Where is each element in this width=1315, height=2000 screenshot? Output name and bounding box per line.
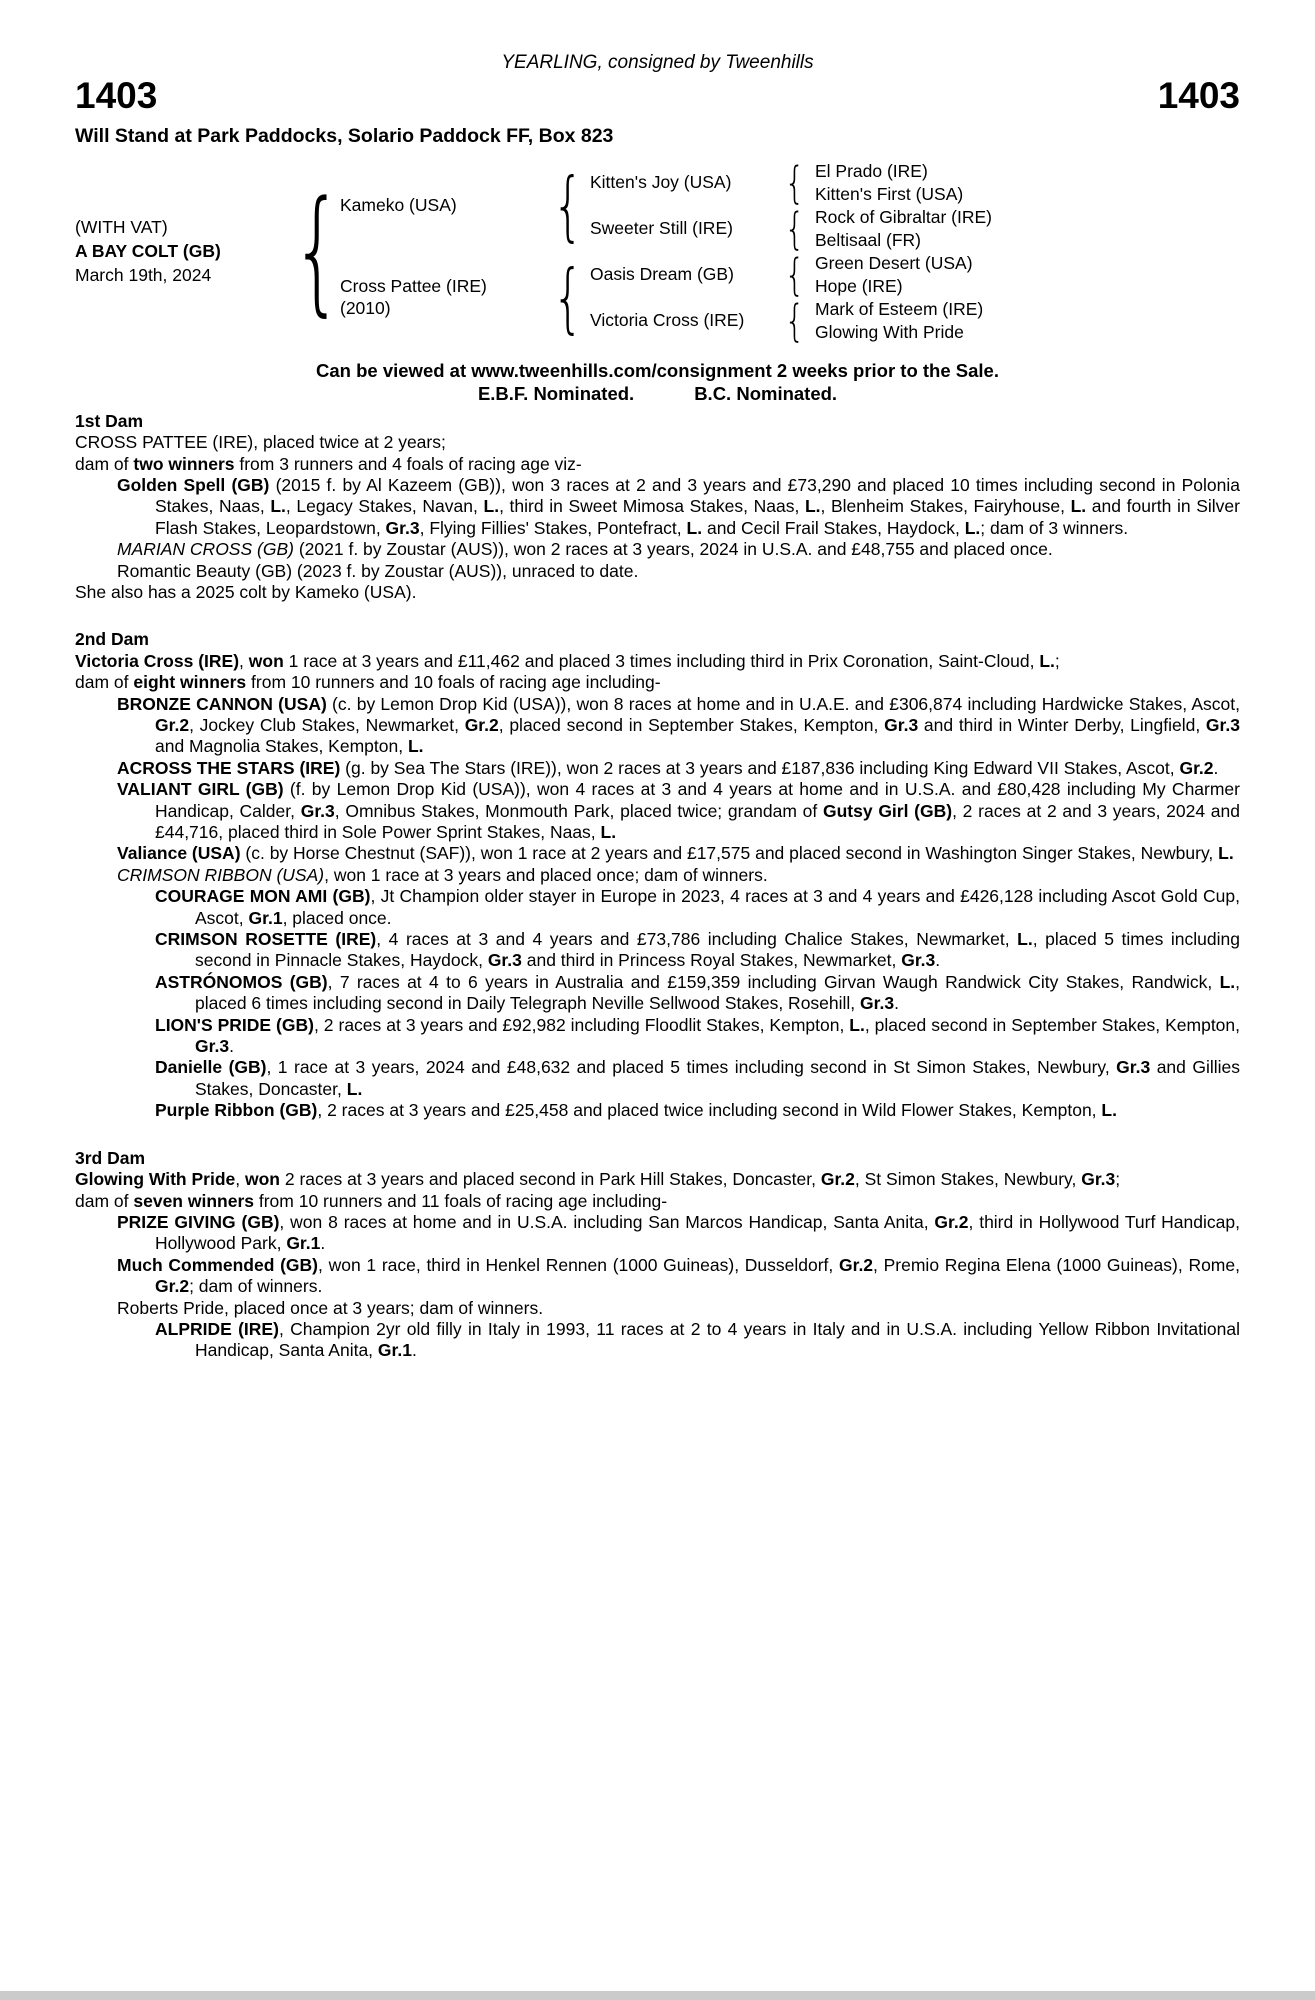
pedigree-paragraph [75, 758, 1240, 779]
text-run: . [229, 1036, 234, 1057]
text-run: ACROSS THE STARS (IRE) [117, 757, 341, 778]
text-run: ; dam of winners. [189, 1276, 323, 1297]
text-run: Gr.2 [838, 1254, 874, 1275]
text-run: L. [1219, 971, 1236, 992]
text-run: from 10 runners and 11 foals of racing age including- [254, 1190, 668, 1211]
text-run: She also has a 2025 colt by Kameko (USA). [75, 581, 417, 602]
text-run: , Premio Regina Elena (1000 Guineas), Rome, [873, 1254, 1240, 1275]
pedigree-paragraph [75, 1057, 1240, 1100]
text-run: and third in Princess Royal Stakes, Newmarket, [521, 950, 902, 971]
text-run: Much Commended (GB) [117, 1254, 318, 1275]
subject-block [75, 160, 295, 344]
gen3-name: Beltisaal (FR) [815, 229, 921, 250]
text-run: Gutsy Girl (GB) [823, 800, 953, 821]
granddam-name: Victoria Cross (IRE) [590, 310, 745, 331]
lot-number-right: 1403 [1157, 75, 1240, 116]
text-run: L. [1070, 496, 1087, 517]
foaling-date: March 19th, 2024 [75, 264, 212, 285]
subject-name: A BAY COLT (GB) [75, 240, 221, 261]
text-run: L. [804, 496, 821, 517]
pedigree-paragraph [75, 454, 1240, 475]
stand-location: Will Stand at Park Paddocks, Solario Paddock FF, Box 823 [75, 124, 614, 147]
text-run: . [411, 1340, 417, 1361]
text-run: Victoria Cross (IRE) [75, 650, 240, 671]
pedigree-paragraph [75, 1255, 1240, 1298]
text-run: , [235, 1169, 245, 1190]
text-run: Gr.3 [385, 517, 420, 538]
text-run: dam of [75, 1190, 134, 1211]
text-run: ; dam of 3 winners. [980, 517, 1129, 538]
text-run: Gr.2 [155, 1276, 190, 1297]
pedigree-paragraph [75, 865, 1240, 886]
text-run: . [320, 1233, 326, 1254]
pedigree-table [75, 157, 1240, 346]
text-run: Golden Spell (GB) [117, 474, 270, 495]
text-run: Gr.1 [377, 1340, 412, 1361]
brace-icon: { [784, 203, 806, 254]
bc-nominated: B.C. Nominated. [694, 382, 838, 404]
text-run: Gr.3 [1205, 714, 1240, 735]
text-run: . [935, 950, 941, 971]
pedigree-paragraph [75, 475, 1240, 539]
dam-section-title: 3rd Dam [75, 1147, 146, 1168]
granddam-name: Sweeter Still (IRE) [590, 218, 733, 239]
text-run: , [239, 650, 249, 671]
text-run: (f. by Lemon Drop Kid (USA)), won 4 races at 3 and 4 years at home and in U.S.A. and £80,428 including My Charmer Handicap, Calder, [155, 779, 1240, 821]
pedigree-paragraph [75, 972, 1240, 1015]
text-run: CRIMSON ROSETTE (IRE) [155, 929, 377, 950]
text-run: 2 races at 3 years and placed second in Park Hill Stakes, Doncaster, [280, 1169, 821, 1190]
nominations-row [75, 383, 1240, 405]
brace-icon: { [551, 252, 584, 342]
text-run: (c. by Lemon Drop Kid (USA)), won 8 races at home and in U.A.E. and £306,874 including Hardwicke Stakes, Ascot, [326, 693, 1240, 714]
text-run: Gr.3 [300, 800, 335, 821]
pedigree-paragraph [75, 539, 1240, 560]
dam-section-title: 2nd Dam [75, 629, 149, 650]
brace-icon: { [784, 295, 806, 346]
text-run: L. [849, 1014, 865, 1035]
brace-icon: { [784, 249, 806, 300]
text-run: Gr.2 [1179, 757, 1214, 778]
text-run: , 2 races at 3 years and £92,982 including Floodlit Stakes, Kempton, [313, 1014, 850, 1035]
text-run: Gr.2 [464, 714, 499, 735]
text-run: Gr.2 [820, 1169, 855, 1190]
gen3-name: Kitten's First (USA) [815, 183, 964, 204]
brace-icon: { [551, 160, 584, 250]
dam-block [340, 252, 545, 344]
text-run: . [1213, 757, 1219, 778]
text-run: , won 1 race at 3 years and placed once; dam of winners. [324, 864, 768, 885]
text-run: L. [1101, 1100, 1117, 1121]
pedigree-paragraph [75, 561, 1240, 582]
text-run: , Jockey Club Stakes, Newmarket, [189, 714, 465, 735]
text-run: BRONZE CANNON (USA) [117, 693, 327, 714]
text-run: , Legacy Stakes, Navan, [285, 496, 484, 517]
text-run: , placed 5 times including second in Pinnacle Stakes, Haydock, [195, 929, 1240, 971]
brace-icon: { [291, 172, 344, 330]
pedigree-text [75, 411, 1240, 1362]
text-run: , Flying Fillies' Stakes, Pontefract, [419, 517, 687, 538]
text-run: eight winners [133, 672, 247, 693]
text-run: L. [1218, 843, 1234, 864]
text-run: , 1 race at 3 years, 2024 and £48,632 and placed 5 times including second in St Simon Stakes, Newbury, [266, 1057, 1117, 1078]
text-run: Glowing With Pride [75, 1169, 236, 1190]
pedigree-paragraph [75, 1191, 1240, 1212]
pedigree-paragraph [75, 1298, 1240, 1319]
viewing-note: Can be viewed at www.tweenhills.com/consignment 2 weeks prior to the Sale. [316, 359, 999, 381]
gen3-name: Hope (IRE) [815, 275, 903, 296]
text-run: (g. by Sea The Stars (IRE)), won 2 races at 3 years and £187,836 including King Edward VII Stakes, Ascot, [340, 757, 1180, 778]
text-run: and Gillies Stakes, Doncaster, [195, 1057, 1240, 1099]
text-run: MARIAN CROSS (GB) [117, 539, 294, 560]
text-run: COURAGE MON AMI (GB) [155, 886, 371, 907]
text-run: LION'S PRIDE (GB) [155, 1014, 314, 1035]
pedigree-paragraph [75, 1100, 1240, 1121]
text-run: Gr.3 [884, 714, 919, 735]
text-run: . [894, 993, 899, 1014]
pedigree-paragraph [75, 929, 1240, 972]
lot-number-left: 1403 [75, 75, 158, 116]
pedigree-paragraph [75, 843, 1240, 864]
pedigree-paragraph [75, 1212, 1240, 1255]
dam-section-title: 1st Dam [75, 410, 144, 431]
text-run: CROSS PATTEE (IRE), placed twice at 2 years; [75, 432, 446, 453]
text-run: 1 race at 3 years and £11,462 and placed 3 times including third in Prix Coronation, Saint-Cloud, [283, 650, 1040, 671]
text-run: ASTRÓNOMOS (GB) [155, 971, 328, 992]
text-run: Gr.2 [934, 1211, 969, 1232]
text-run: , won 8 races at home and in U.S.A. including San Marcos Handicap, Santa Anita, [279, 1211, 935, 1232]
text-run: Gr.1 [248, 907, 283, 928]
grandsire-name: Oasis Dream (GB) [590, 264, 734, 285]
consignment-line: YEARLING, consigned by Tweenhills [501, 52, 814, 73]
pedigree-paragraph [75, 651, 1240, 672]
text-run: , Jt Champion older stayer in Europe in 2023, 4 races at 3 and 4 years and £426,128 including Ascot Gold Cup, Ascot, [195, 886, 1241, 928]
text-run: Valiance (USA) [117, 843, 241, 864]
text-run: L. [270, 496, 286, 517]
pedigree-paragraph [75, 779, 1240, 843]
text-run: and third in Winter Derby, Lingfield, [918, 714, 1206, 735]
pedigree-paragraph [75, 432, 1240, 453]
sire-name: Kameko (USA) [340, 195, 457, 216]
text-run: and Magnolia Stakes, Kempton, [155, 736, 408, 757]
text-run: Gr.1 [286, 1233, 321, 1254]
text-run: , Blenheim Stakes, Fairyhouse, [820, 496, 1071, 517]
text-run: L. [1039, 650, 1055, 671]
text-run: , Omnibus Stakes, Monmouth Park, placed twice; grandam of [334, 800, 823, 821]
brace-icon: { [784, 157, 806, 208]
text-run: L. [346, 1078, 363, 1099]
pedigree-paragraph [75, 1015, 1240, 1058]
text-run: from 3 runners and 4 foals of racing age viz- [234, 453, 582, 474]
text-run: VALIANT GIRL (GB) [117, 779, 284, 800]
text-run: two winners [133, 453, 235, 474]
text-run: Danielle (GB) [155, 1057, 267, 1078]
text-run: L. [407, 736, 424, 757]
text-run: Purple Ribbon (GB) [155, 1100, 318, 1121]
text-run: , Champion 2yr old filly in Italy in 1993, 11 races at 2 to 4 years in Italy and in U.S.A. including Yellow Ribbon Invitational Handicap, Santa Anita, [195, 1318, 1240, 1361]
text-run: and fourth in Silver Flash Stakes, Leopardstown, [155, 496, 1240, 538]
pedigree-paragraph [75, 582, 1240, 603]
pedigree-paragraph [75, 1169, 1240, 1190]
text-run: ; [1054, 650, 1060, 671]
text-run: Gr.3 [1081, 1169, 1116, 1190]
text-run: L. [600, 822, 617, 842]
text-run: Gr.3 [1116, 1057, 1151, 1078]
text-run: (2021 f. by Zoustar (AUS)), won 2 races at 3 years, 2024 in U.S.A. and £48,755 and placed once. [293, 539, 1053, 560]
gen3-name: Green Desert (USA) [815, 252, 973, 273]
text-run: , third in Sweet Mimosa Stakes, Naas, [499, 496, 805, 517]
text-run: Gr.3 [195, 1036, 230, 1057]
text-run: CRIMSON RIBBON (USA) [117, 864, 325, 885]
ebf-nominated: E.B.F. Nominated. [477, 382, 635, 404]
text-run: (2015 f. by Al Kazeem (GB)), won 3 races at 2 and 3 years and £73,290 and placed 10 times including second in Polonia Stakes, Naas, [155, 474, 1240, 517]
text-run: dam of [75, 672, 134, 693]
text-run: , 2 races at 2 and 3 years, 2024 and £44,716, placed third in Sole Power Sprint Stakes, Naas, [155, 800, 1241, 842]
text-run: , placed 6 times including second in Daily Telegraph Neville Sellwood Stakes, Rosehill, [195, 971, 1240, 1014]
pedigree-paragraph [75, 1319, 1240, 1362]
vat-note: (WITH VAT) [75, 217, 168, 238]
text-run: , placed second in September Stakes, Kempton, [864, 1014, 1241, 1035]
pedigree-paragraph [75, 886, 1240, 929]
text-run: Gr.2 [155, 714, 190, 735]
text-run: , 7 races at 4 to 6 years in Australia and £159,359 including Girvan Waugh Randwick City Stakes, Randwick, [327, 971, 1220, 992]
text-run: ; [1115, 1169, 1121, 1190]
grandsire-name: Kitten's Joy (USA) [590, 172, 732, 193]
text-run: ALPRIDE (IRE) [155, 1318, 279, 1339]
text-run: , placed once. [282, 907, 392, 928]
lot-number-row [75, 76, 1240, 117]
text-run: won [245, 1169, 280, 1190]
gen3-name: Mark of Esteem (IRE) [815, 298, 984, 319]
text-run: , placed second in September Stakes, Kempton, [498, 714, 885, 735]
dam-year: (2010) [340, 297, 391, 318]
text-run: L. [686, 517, 703, 538]
gen3-name: El Prado (IRE) [815, 160, 928, 181]
text-run: L. [964, 517, 981, 538]
text-run: (c. by Horse Chestnut (SAF)), won 1 race at 2 years and £17,575 and placed second in Washington Singer Stakes, Newbury, [240, 843, 1219, 864]
text-run: Roberts Pride, placed once at 3 years; dam of winners. [117, 1297, 544, 1318]
gen3-name: Rock of Gibraltar (IRE) [815, 206, 992, 227]
text-run: Romantic Beauty (GB) (2023 f. by Zoustar (AUS)), unraced to date. [117, 560, 639, 581]
text-run: Gr.3 [901, 950, 936, 971]
text-run: L. [483, 496, 500, 517]
text-run: , St Simon Stakes, Newbury, [854, 1169, 1082, 1190]
page-bottom-rule [0, 1991, 1315, 2000]
text-run: seven winners [133, 1190, 254, 1211]
text-run: and Cecil Frail Stakes, Haydock, [702, 517, 965, 538]
text-run: , 4 races at 3 and 4 years and £73,786 including Chalice Stakes, Newmarket, [376, 929, 1018, 950]
pedigree-paragraph [75, 694, 1240, 758]
text-run: , third in Hollywood Turf Handicap, Hollywood Park, [155, 1211, 1240, 1254]
gen3-name: Glowing With Pride [815, 321, 964, 342]
text-run: , won 1 race, third in Henkel Rennen (1000 Guineas), Dusseldorf, [318, 1254, 839, 1275]
text-run: , 2 races at 3 years and £25,458 and placed twice including second in Wild Flower Stakes, Kempton, [317, 1100, 1102, 1121]
text-run: Gr.3 [860, 993, 895, 1014]
dam-name: Cross Pattee (IRE) [340, 275, 487, 296]
text-run: Gr.3 [487, 950, 522, 971]
text-run: from 10 runners and 10 foals of racing age including- [246, 672, 661, 693]
text-run: L. [1017, 929, 1033, 950]
pedigree-paragraph [75, 672, 1240, 693]
text-run: won [248, 650, 284, 671]
text-run: dam of [75, 453, 134, 474]
text-run: PRIZE GIVING (GB) [117, 1211, 280, 1232]
